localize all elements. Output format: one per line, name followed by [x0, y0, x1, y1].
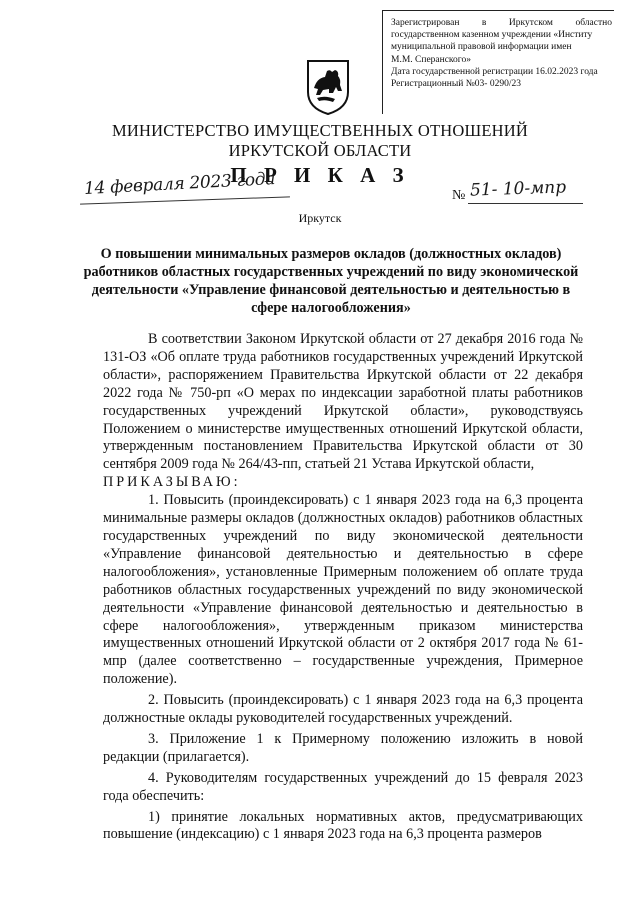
- number-underline: [468, 203, 583, 204]
- stamp-line-2: государственном казенном учреждении «Институ: [391, 30, 593, 41]
- document-heading: О повышении минимальных размеров окладов (должностных окладов) работников областных государственных учреждений по виду экономической деятельности «Управление финансовой деятельностью и деятельностью в сфере налогообложения»: [83, 246, 579, 316]
- stamp-registration-date: Дата государственной регистрации 16.02.2023 года: [391, 66, 598, 77]
- stamp-line-1: [391, 17, 614, 29]
- order-item-2: 2. Повысить (проиндексировать) с 1 января 2023 года на 6,3 процента должностные оклады руководителей государственных учреждений.: [103, 692, 583, 727]
- order-item-3: 3. Приложение 1 к Примерному положению изложить в новой редакции (прилагается).: [103, 730, 583, 765]
- number-sign: №: [452, 188, 466, 203]
- order-item-1: 1. Повысить (проиндексировать) с 1 января 2023 года на 6,3 процента минимальные размеры окладов (должностных окладов) работников областных государственных учреждений по виду экономической деятельности «Управление финансовой деятельностью и деятельностью в сфере налогообложения», установленные Примерным положением об оплате труда работников областных государственных учреждений по виду экономической деятельности «Управление финансовой деятельностью и деятельностью в сфере налогообложения», утвержденным приказом министерства имущественных отношений Иркутской области от 2 октября 2017 года № 61-мпр (далее соответственно – государственные учреждения, Примерное положение).: [103, 492, 583, 688]
- stamp-line-4: М.М. Сперанского»: [391, 54, 471, 65]
- ministry-name-line1: МИНИСТЕРСТВО ИМУЩЕСТВЕННЫХ ОТНОШЕНИЙ: [111, 121, 528, 140]
- document-type-title: П Р И К А З: [230, 163, 410, 187]
- ministry-name: [0, 121, 640, 161]
- stamp-word: Зарегистрирован: [391, 18, 460, 28]
- order-item-4: 4. Руководителям государственных учреждений до 15 февраля 2023 года обеспечить:: [103, 769, 583, 804]
- coat-of-arms-icon: [305, 58, 351, 116]
- ministry-name-line2: ИРКУТСКОЙ ОБЛАСТИ: [228, 141, 412, 160]
- preamble-paragraph: В соответствии Законом Иркутской области от 27 декабря 2016 года № 131-ОЗ «Об оплате труда работников государственных учреждений Иркутской области», распоряжением Правительства Иркутской области от 22 декабря 2022 года № 750-рп «О мерах по индексации заработной платы работников государственных учреждений Иркутской области», руководствуясь Положением о министерстве имущественных отношений Иркутской области, утвержденным постановлением Правительства Иркутской области от 30 сентября 2009 года № 264/43-пп, статьей 21 Устава Иркутской области,: [103, 331, 583, 473]
- handwritten-order-number: 51- 10-мпр: [469, 177, 567, 201]
- stamp-word: областно: [575, 18, 612, 28]
- registration-stamp: [382, 10, 614, 114]
- order-item-4-1: 1) принятие локальных нормативных актов, предусматривающих повышение (индексацию) с 1 января 2023 года на 6,3 процента размеров: [103, 808, 583, 843]
- order-word: ПРИКАЗЫВАЮ:: [103, 474, 241, 491]
- stamp-word: Иркутском: [508, 18, 553, 28]
- stamp-word: в: [481, 18, 487, 28]
- handwritten-date: 14 февраля 2023 года: [83, 169, 276, 199]
- document-body: [103, 331, 583, 844]
- stamp-line-3: муниципальной правовой информации имен: [391, 42, 572, 53]
- city-name: Иркутск: [298, 211, 342, 225]
- stamp-registration-number: Регистрационный №03- 0290/23: [391, 79, 521, 90]
